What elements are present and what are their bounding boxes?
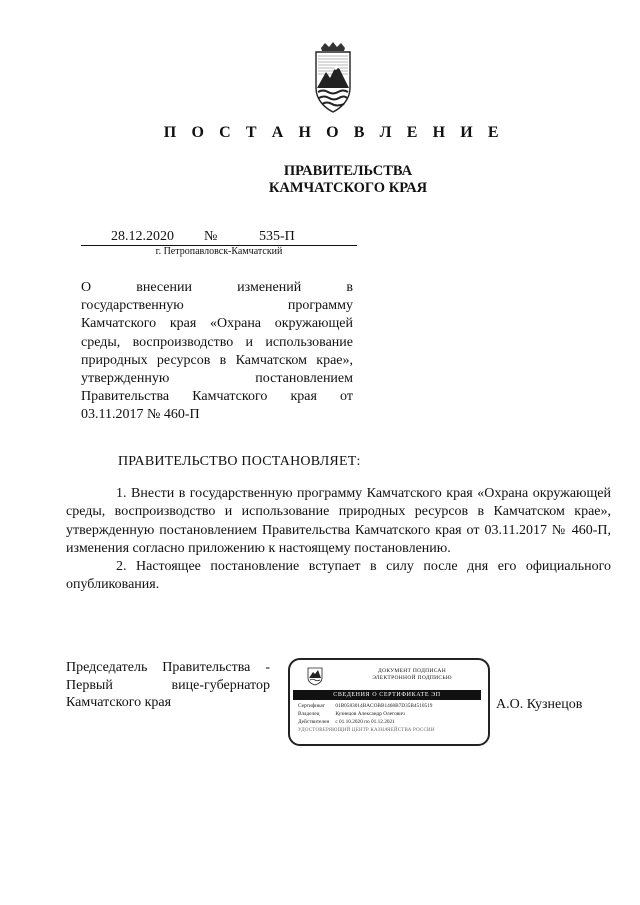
stamp-owner-row — [298, 711, 405, 717]
document-place: г. Петропавловск-Камчатский — [155, 246, 283, 257]
coat-of-arms-icon — [313, 42, 353, 114]
stamp-cert-row — [298, 703, 432, 709]
stamp-valid-row — [298, 719, 395, 725]
stamp-cert-bar: СВЕДЕНИЯ О СЕРТИФИКАТЕ ЭП — [293, 690, 481, 700]
subject-line: Камчатского края «Охрана окружающей — [81, 316, 353, 332]
paragraph-1: 1. Внести в государственную программу Камчатского края «Охрана окружающей среды, воспроизводство и использование природных ресурсов в Камчатском крае», утвержденную постановлением Правительства Камчатского края от 03.11.2017 № 460-П, изменения согласно приложению к настоящему постановлению. — [66, 486, 611, 556]
stamp-owner-label: Владелец — [298, 711, 320, 717]
subject-line: утвержденную постановлением — [81, 371, 353, 387]
document-type-title: П О С Т А Н О В Л Е Н И Е — [163, 124, 505, 141]
stamp-footer: УДОСТОВЕРЯЮЩИЙ ЦЕНТР КАЗНАЧЕЙСТВА РОССИИ — [298, 728, 435, 733]
signer-title-line: Первый вице-губернатор — [66, 677, 270, 693]
subject-line: О внесении изменений в — [81, 280, 353, 295]
signer-title-line: Председатель Правительства - — [66, 660, 270, 675]
document-date: 28.12.2020 — [111, 229, 174, 244]
subject-line: 03.11.2017 № 460-П — [81, 407, 200, 423]
subject-line: природных ресурсов в Камчатском крае», — [81, 352, 353, 368]
document-number: 535-П — [259, 229, 295, 244]
stamp-valid-value: с 01.10.2020 по 01.12.2021 — [335, 719, 395, 725]
decree-heading: ПРАВИТЕЛЬСТВО ПОСТАНОВЛЯЕТ: — [118, 454, 361, 469]
signer-title-line: Камчатского края — [66, 695, 172, 710]
document-subject — [81, 279, 353, 425]
signer-title — [66, 659, 270, 712]
number-sign: № — [204, 229, 218, 244]
signer-name: А.О. Кузнецов — [496, 697, 583, 712]
subject-line: государственную программу — [81, 298, 353, 314]
subject-line: среды, воспроизводство и использование — [81, 334, 353, 350]
issuer-line-2: КАМЧАТСКОГО КРАЯ — [268, 180, 428, 196]
stamp-cert-label: Сертификат — [298, 703, 325, 709]
date-number-line — [81, 226, 357, 246]
stamp-header-1: ДОКУМЕНТ ПОДПИСАН — [378, 668, 446, 674]
paragraph-2: 2. Настоящее постановление вступает в силу после дня его официального опубликования. — [66, 559, 611, 593]
stamp-header-2: ЭЛЕКТРОННОЙ ПОДПИСЬЮ — [372, 675, 452, 681]
subject-line: Правительства Камчатского края от — [81, 389, 353, 405]
stamp-valid-label: Действителен — [298, 719, 330, 725]
issuer-line-1: ПРАВИТЕЛЬСТВА — [283, 163, 413, 179]
document-body — [66, 485, 611, 595]
electronic-signature-stamp — [288, 658, 490, 746]
stamp-emblem-icon — [307, 666, 323, 686]
stamp-cert-value: 01B0583014BACOBB1468B7D35B4510519 — [335, 703, 433, 709]
stamp-owner-value: Кузнецов Александр Олегович — [335, 711, 405, 717]
